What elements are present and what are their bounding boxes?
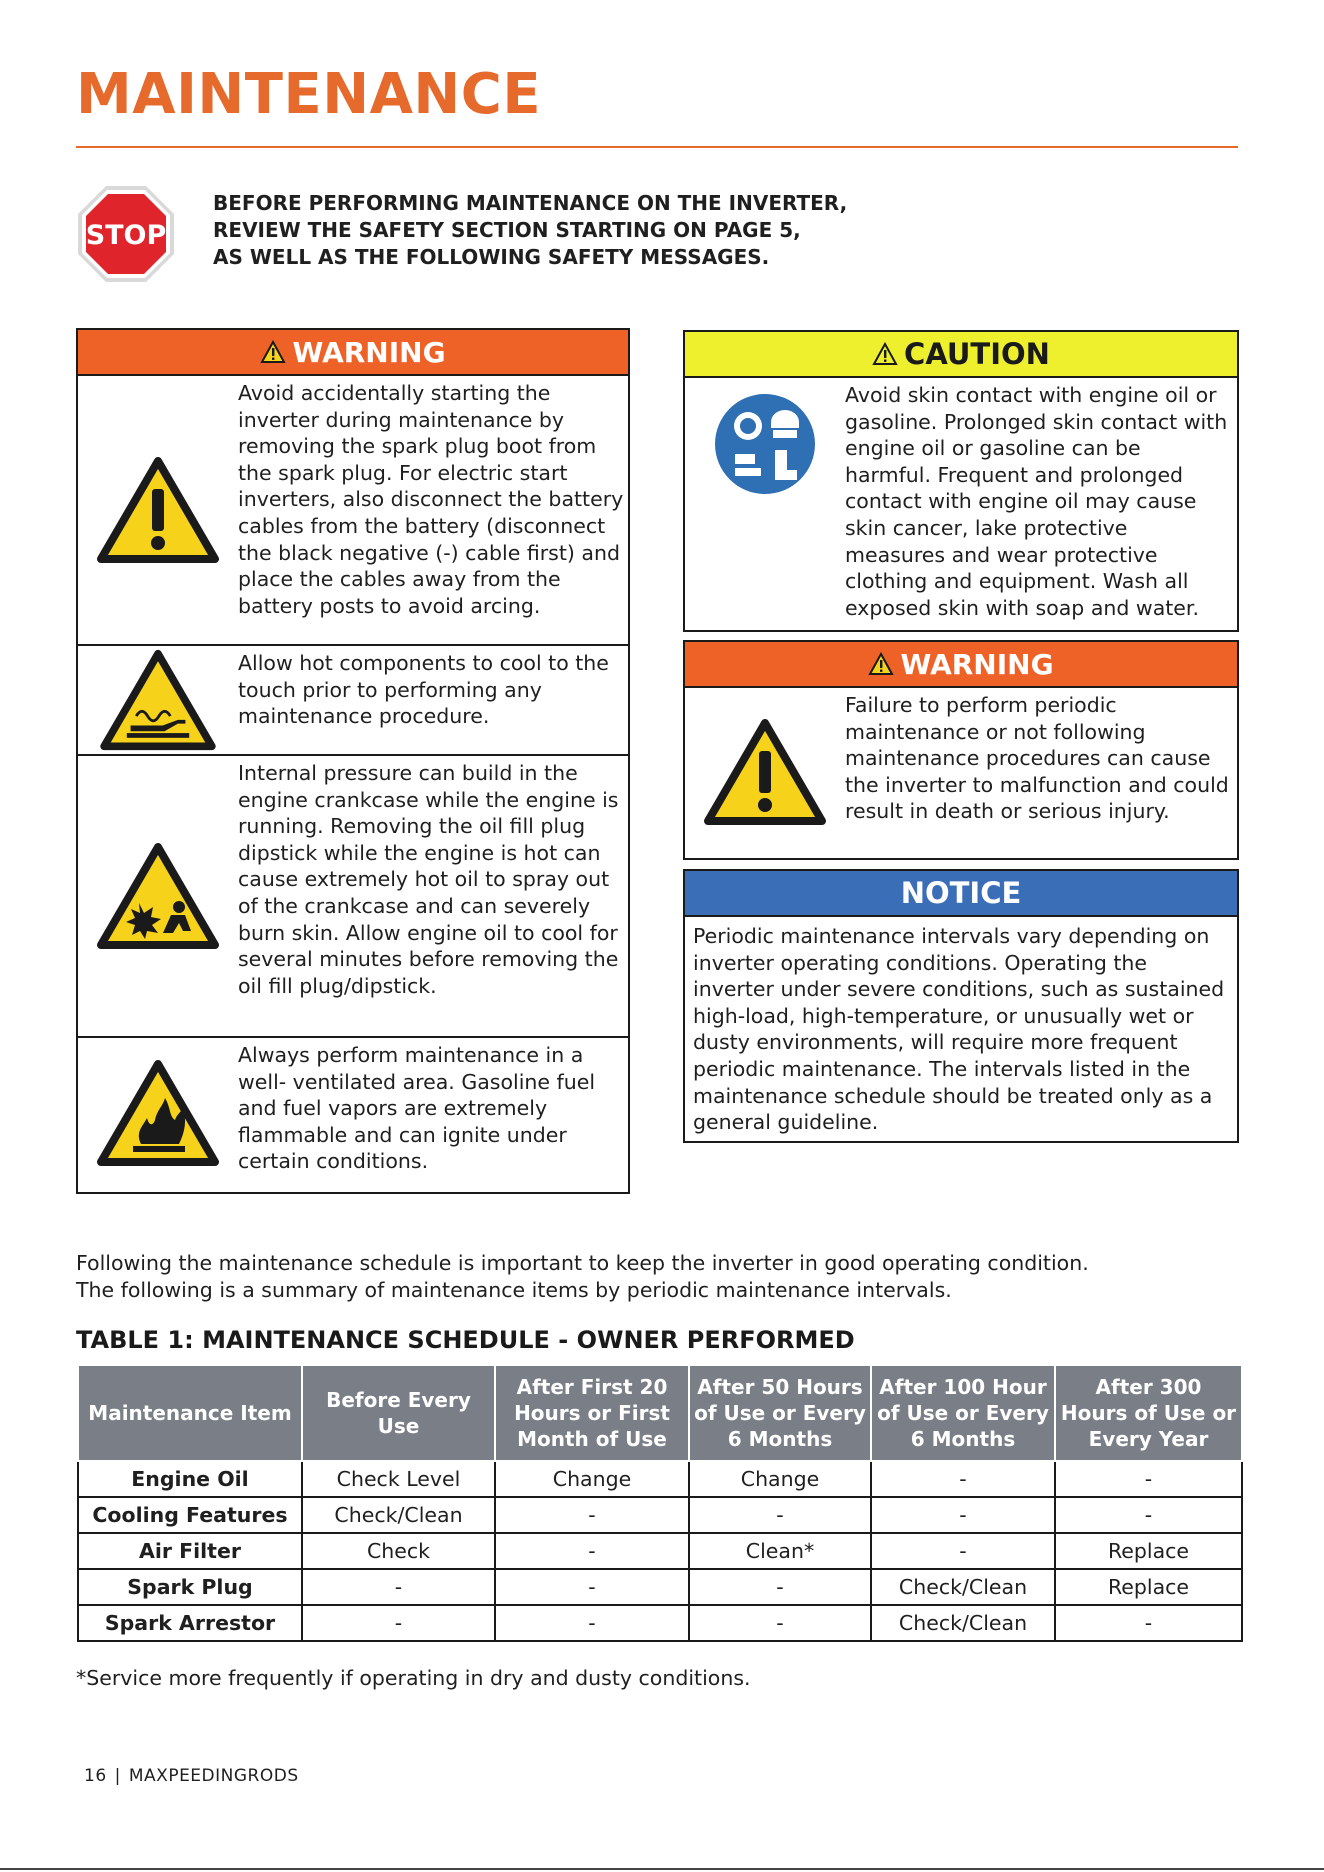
notice-header <box>685 871 1237 917</box>
table-cell: - <box>1055 1605 1242 1641</box>
table-cell: - <box>871 1461 1055 1497</box>
alert-triangle-icon <box>260 340 286 364</box>
footnote: *Service more frequently if operating in dry and dusty conditions. <box>76 1666 751 1690</box>
protective-equipment-icon <box>685 378 845 628</box>
table-cell: Engine Oil <box>78 1461 302 1497</box>
table-cell: - <box>871 1497 1055 1533</box>
warning-row-text: Avoid accidentally starting the inverter during maintenance by removing the spark plug boot from the spark plug. For electric start inverters, also disconnect the battery cables from the battery (disconnect the black negative (-) cable first) and place the cables away from the battery posts to avoid arcing. <box>238 381 624 618</box>
table-cell: Spark Plug <box>78 1569 302 1605</box>
table-cell: - <box>871 1533 1055 1569</box>
column-header: After First 20 Hours or First Month of Use <box>495 1365 689 1461</box>
table-cell: - <box>1055 1461 1242 1497</box>
notice-title: NOTICE <box>900 876 1022 910</box>
table-cell: - <box>689 1497 871 1533</box>
column-header: Before Every Use <box>302 1365 495 1461</box>
stop-sign-label: STOP <box>85 220 167 251</box>
table-cell: Check/Clean <box>871 1605 1055 1641</box>
intro-line: BEFORE PERFORMING MAINTENANCE ON THE INVERTER, <box>213 191 848 215</box>
table-cell: - <box>689 1605 871 1641</box>
caution-header <box>685 332 1237 378</box>
body-line: The following is a summary of maintenance items by periodic maintenance intervals. <box>76 1278 952 1302</box>
warning-title: WARNING <box>292 335 446 369</box>
exclamation-warning-icon <box>685 688 845 856</box>
caution-panel <box>683 330 1239 632</box>
safety-intro <box>213 190 913 271</box>
maintenance-schedule-table <box>77 1364 1243 1642</box>
column-header: After 300 Hours of Use or Every Year <box>1055 1365 1242 1461</box>
warning-panel-left <box>76 328 630 1194</box>
body-line: Following the maintenance schedule is important to keep the inverter in good operating condition. <box>76 1251 1089 1275</box>
warning-row-text: Allow hot components to cool to the touch prior to performing any maintenance procedure. <box>238 651 609 729</box>
table-cell: - <box>302 1605 495 1641</box>
warning-panel-right <box>683 640 1239 860</box>
warning-row-text: Internal pressure can build in the engine crankcase while the engine is running. Removing the oil fill plug dipstick while the engine is hot can cause extremely hot oil to spray out of the crankcase and can severely burn skin. Allow engine oil to cool for several minutes before removing the oil fill plug/dipstick. <box>238 761 619 998</box>
table-cell: - <box>689 1569 871 1605</box>
table-row <box>78 1461 1242 1497</box>
alert-triangle-icon <box>868 652 894 676</box>
table-cell: Check Level <box>302 1461 495 1497</box>
intro-line: AS WELL AS THE FOLLOWING SAFETY MESSAGES. <box>213 245 770 269</box>
table-cell: Check <box>302 1533 495 1569</box>
alert-triangle-icon <box>872 342 898 366</box>
table-cell: - <box>1055 1497 1242 1533</box>
table-row <box>78 1497 1242 1533</box>
table-cell: Clean* <box>689 1533 871 1569</box>
table-row <box>78 1605 1242 1641</box>
table-cell: Spark Arrestor <box>78 1605 302 1641</box>
notice-text: Periodic maintenance intervals vary depending on inverter operating conditions. Operating the inverter under severe conditions, such as sustained high-load, high-temperature, or unusually wet or dusty environments, will require more frequent periodic maintenance. The intervals listed in the maintenance schedule should be treated only as a general guideline. <box>693 924 1225 1135</box>
title-divider <box>76 146 1238 148</box>
table-title: TABLE 1: MAINTENANCE SCHEDULE - OWNER PERFORMED <box>76 1326 855 1354</box>
warning-right-text: Failure to perform periodic maintenance or not following maintenance procedures can cause the inverter to malfunction and could result in death or serious injury. <box>845 693 1229 824</box>
notice-panel <box>683 869 1239 1143</box>
table-row <box>78 1569 1242 1605</box>
warning-row <box>685 688 1237 856</box>
table-cell: Replace <box>1055 1569 1242 1605</box>
table-cell: Cooling Features <box>78 1497 302 1533</box>
exclamation-warning-icon <box>78 376 238 644</box>
bottom-border <box>0 1868 1324 1870</box>
table-cell: - <box>495 1605 689 1641</box>
table-cell: Change <box>495 1461 689 1497</box>
table-cell: Air Filter <box>78 1533 302 1569</box>
warning-row <box>78 1036 628 1188</box>
footer-brand: MAXPEEDINGRODS <box>128 1766 299 1786</box>
page-number: 16 <box>84 1766 107 1786</box>
warning-row-text: Always perform maintenance in a well- ventilated area. Gasoline fuel and fuel vapors are extremely flammable and can ignite under certain conditions. <box>238 1043 596 1174</box>
table-cell: - <box>495 1497 689 1533</box>
table-cell: Check/Clean <box>871 1569 1055 1605</box>
table-row <box>78 1533 1242 1569</box>
table-cell: Replace <box>1055 1533 1242 1569</box>
page-footer <box>84 1766 299 1786</box>
warning-row <box>78 644 628 754</box>
caution-text: Avoid skin contact with engine oil or gasoline. Prolonged skin contact with engine oil or gasoline can be harmful. Frequent and prolonged contact with engine oil may cause skin cancer, lake protective measures and wear protective clothing and equipment. Wash all exposed skin with soap and water. <box>845 383 1228 620</box>
table-header-row <box>78 1365 1242 1461</box>
flammable-icon <box>78 1038 238 1188</box>
warning-row <box>78 376 628 644</box>
footer-separator: | <box>114 1766 121 1786</box>
column-header: Maintenance Item <box>78 1365 302 1461</box>
table-cell: - <box>302 1569 495 1605</box>
hot-surface-icon <box>78 646 238 754</box>
page-title: MAINTENANCE <box>76 62 542 127</box>
body-paragraph <box>76 1250 1246 1304</box>
table-cell: Change <box>689 1461 871 1497</box>
table-cell: Check/Clean <box>302 1497 495 1533</box>
warning-row <box>78 754 628 1036</box>
stop-sign-icon <box>76 184 176 284</box>
caution-title: CAUTION <box>904 337 1050 371</box>
intro-line: REVIEW THE SAFETY SECTION STARTING ON PAGE 5, <box>213 218 801 242</box>
table-cell: - <box>495 1569 689 1605</box>
explosion-hazard-icon <box>78 756 238 1036</box>
warning-title: WARNING <box>900 647 1054 681</box>
warning-header <box>78 330 628 376</box>
table-cell: - <box>495 1533 689 1569</box>
caution-row <box>685 378 1237 628</box>
column-header: After 100 Hour of Use or Every 6 Months <box>871 1365 1055 1461</box>
warning-header <box>685 642 1237 688</box>
column-header: After 50 Hours of Use or Every 6 Months <box>689 1365 871 1461</box>
